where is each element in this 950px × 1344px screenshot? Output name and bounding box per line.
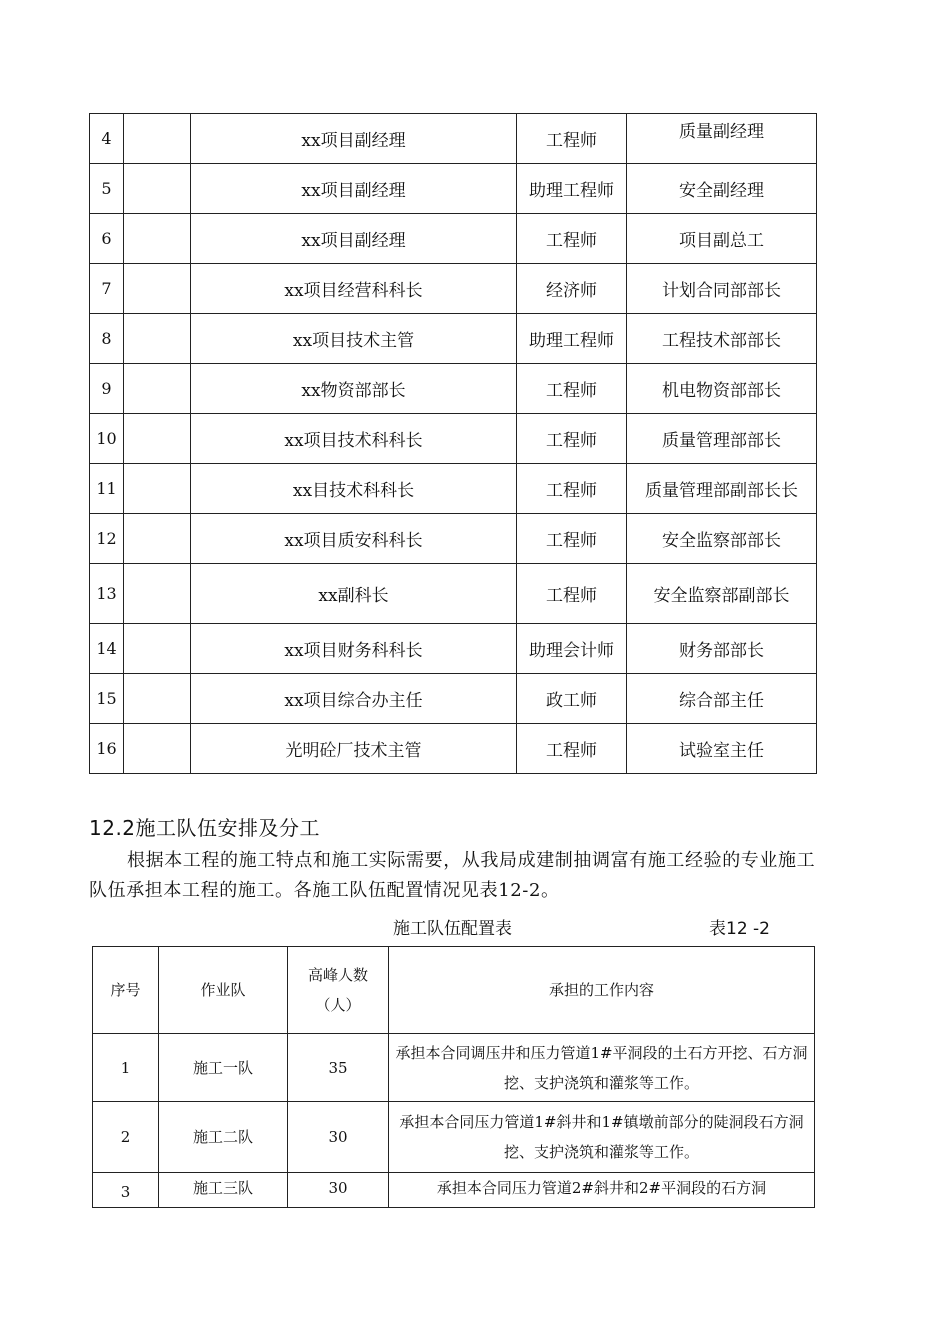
work-cell: 承担本合同压力管道1#斜井和1#镇墩前部分的陡洞段石方洞挖、支护浇筑和灌浆等工作。 — [389, 1102, 815, 1173]
work-cell: 承担本合同调压井和压力管道1#平洞段的土石方开挖、石方洞挖、支护浇筑和灌浆等工作。 — [389, 1034, 815, 1102]
position-cell: xx项目副经理 — [191, 164, 517, 214]
team-cell: 施工一队 — [159, 1034, 288, 1102]
row-number: 6 — [90, 214, 124, 264]
blank-cell — [124, 214, 191, 264]
title-cell: 工程师 — [517, 214, 627, 264]
role-cell: 综合部主任 — [627, 674, 817, 724]
blank-cell — [124, 724, 191, 774]
position-cell: 光明砼厂技术主管 — [191, 724, 517, 774]
title-cell: 政工师 — [517, 674, 627, 724]
row-number: 1 — [93, 1034, 159, 1102]
position-cell: xx项目财务科科长 — [191, 624, 517, 674]
peak-cell: 30 — [288, 1102, 389, 1173]
position-cell: xx项目技术科科长 — [191, 414, 517, 464]
table-row — [90, 674, 817, 724]
table-row — [90, 114, 817, 164]
team-cell: 施工二队 — [159, 1102, 288, 1173]
position-cell: xx项目技术主管 — [191, 314, 517, 364]
row-number: 5 — [90, 164, 124, 214]
staff-table — [89, 113, 817, 774]
role-cell: 试验室主任 — [627, 724, 817, 774]
role-cell: 安全副经理 — [627, 164, 817, 214]
row-number: 10 — [90, 414, 124, 464]
blank-cell — [124, 514, 191, 564]
table-row — [93, 1034, 815, 1102]
row-number: 2 — [93, 1102, 159, 1173]
title-cell: 工程师 — [517, 414, 627, 464]
header-team: 作业队 — [159, 947, 288, 1034]
blank-cell — [124, 564, 191, 624]
table-row — [90, 414, 817, 464]
peak-cell: 35 — [288, 1034, 389, 1102]
table-row — [93, 1102, 815, 1173]
title-cell: 工程师 — [517, 364, 627, 414]
role-cell: 工程技术部部长 — [627, 314, 817, 364]
row-number: 16 — [90, 724, 124, 774]
role-cell: 计划合同部部长 — [627, 264, 817, 314]
title-cell: 经济师 — [517, 264, 627, 314]
work-cell: 承担本合同压力管道2#斜井和2#平洞段的石方洞 — [389, 1173, 815, 1208]
blank-cell — [124, 164, 191, 214]
table-row — [90, 514, 817, 564]
row-number: 4 — [90, 114, 124, 164]
table-row — [93, 1173, 815, 1208]
blank-cell — [124, 264, 191, 314]
row-number: 13 — [90, 564, 124, 624]
blank-cell — [124, 464, 191, 514]
header-peak: 高峰人数（人） — [288, 947, 389, 1034]
blank-cell — [124, 314, 191, 364]
title-cell: 工程师 — [517, 114, 627, 164]
table-row — [90, 314, 817, 364]
blank-cell — [124, 414, 191, 464]
team-table — [92, 946, 815, 1208]
table-row — [90, 564, 817, 624]
role-cell: 安全监察部副部长 — [627, 564, 817, 624]
row-number: 15 — [90, 674, 124, 724]
title-cell: 工程师 — [517, 464, 627, 514]
blank-cell — [124, 674, 191, 724]
row-number: 8 — [90, 314, 124, 364]
role-cell: 质量副经理 — [627, 114, 817, 164]
position-cell: xx副科长 — [191, 564, 517, 624]
role-cell: 机电物资部部长 — [627, 364, 817, 414]
title-cell: 助理会计师 — [517, 624, 627, 674]
role-cell: 项目副总工 — [627, 214, 817, 264]
role-cell: 质量管理部部长 — [627, 414, 817, 464]
role-cell: 财务部部长 — [627, 624, 817, 674]
row-number: 3 — [93, 1173, 159, 1208]
table-row — [90, 164, 817, 214]
table-row — [90, 724, 817, 774]
table-number: 表12 -2 — [709, 919, 770, 939]
row-number: 11 — [90, 464, 124, 514]
title-cell: 助理工程师 — [517, 314, 627, 364]
role-cell: 安全监察部部长 — [627, 514, 817, 564]
header-work: 承担的工作内容 — [389, 947, 815, 1034]
position-cell: xx物资部部长 — [191, 364, 517, 414]
table-row — [90, 624, 817, 674]
row-number: 9 — [90, 364, 124, 414]
blank-cell — [124, 624, 191, 674]
section-heading: 12.2施工队伍安排及分工 — [89, 816, 321, 840]
table-row — [90, 464, 817, 514]
position-cell: xx项目副经理 — [191, 114, 517, 164]
blank-cell — [124, 364, 191, 414]
table-row — [90, 264, 817, 314]
position-cell: xx项目质安科科长 — [191, 514, 517, 564]
table-row — [90, 214, 817, 264]
title-cell: 工程师 — [517, 724, 627, 774]
blank-cell — [124, 114, 191, 164]
row-number: 12 — [90, 514, 124, 564]
table-row — [90, 364, 817, 414]
table-caption: 施工队伍配置表 — [393, 919, 512, 939]
row-number: 14 — [90, 624, 124, 674]
title-cell: 助理工程师 — [517, 164, 627, 214]
position-cell: xx项目综合办主任 — [191, 674, 517, 724]
row-number: 7 — [90, 264, 124, 314]
peak-cell: 30 — [288, 1173, 389, 1208]
header-no: 序号 — [93, 947, 159, 1034]
role-cell: 质量管理部副部长长 — [627, 464, 817, 514]
title-cell: 工程师 — [517, 514, 627, 564]
position-cell: xx项目经营科科长 — [191, 264, 517, 314]
team-table-header — [93, 947, 815, 1034]
team-cell: 施工三队 — [159, 1173, 288, 1208]
title-cell: 工程师 — [517, 564, 627, 624]
intro-paragraph: 根据本工程的施工特点和施工实际需要，从我局成建制抽调富有施工经验的专业施工队伍承担本工程的施工。各施工队伍配置情况见表12-2。 — [89, 850, 816, 901]
position-cell: xx项目副经理 — [191, 214, 517, 264]
position-cell: xx目技术科科长 — [191, 464, 517, 514]
